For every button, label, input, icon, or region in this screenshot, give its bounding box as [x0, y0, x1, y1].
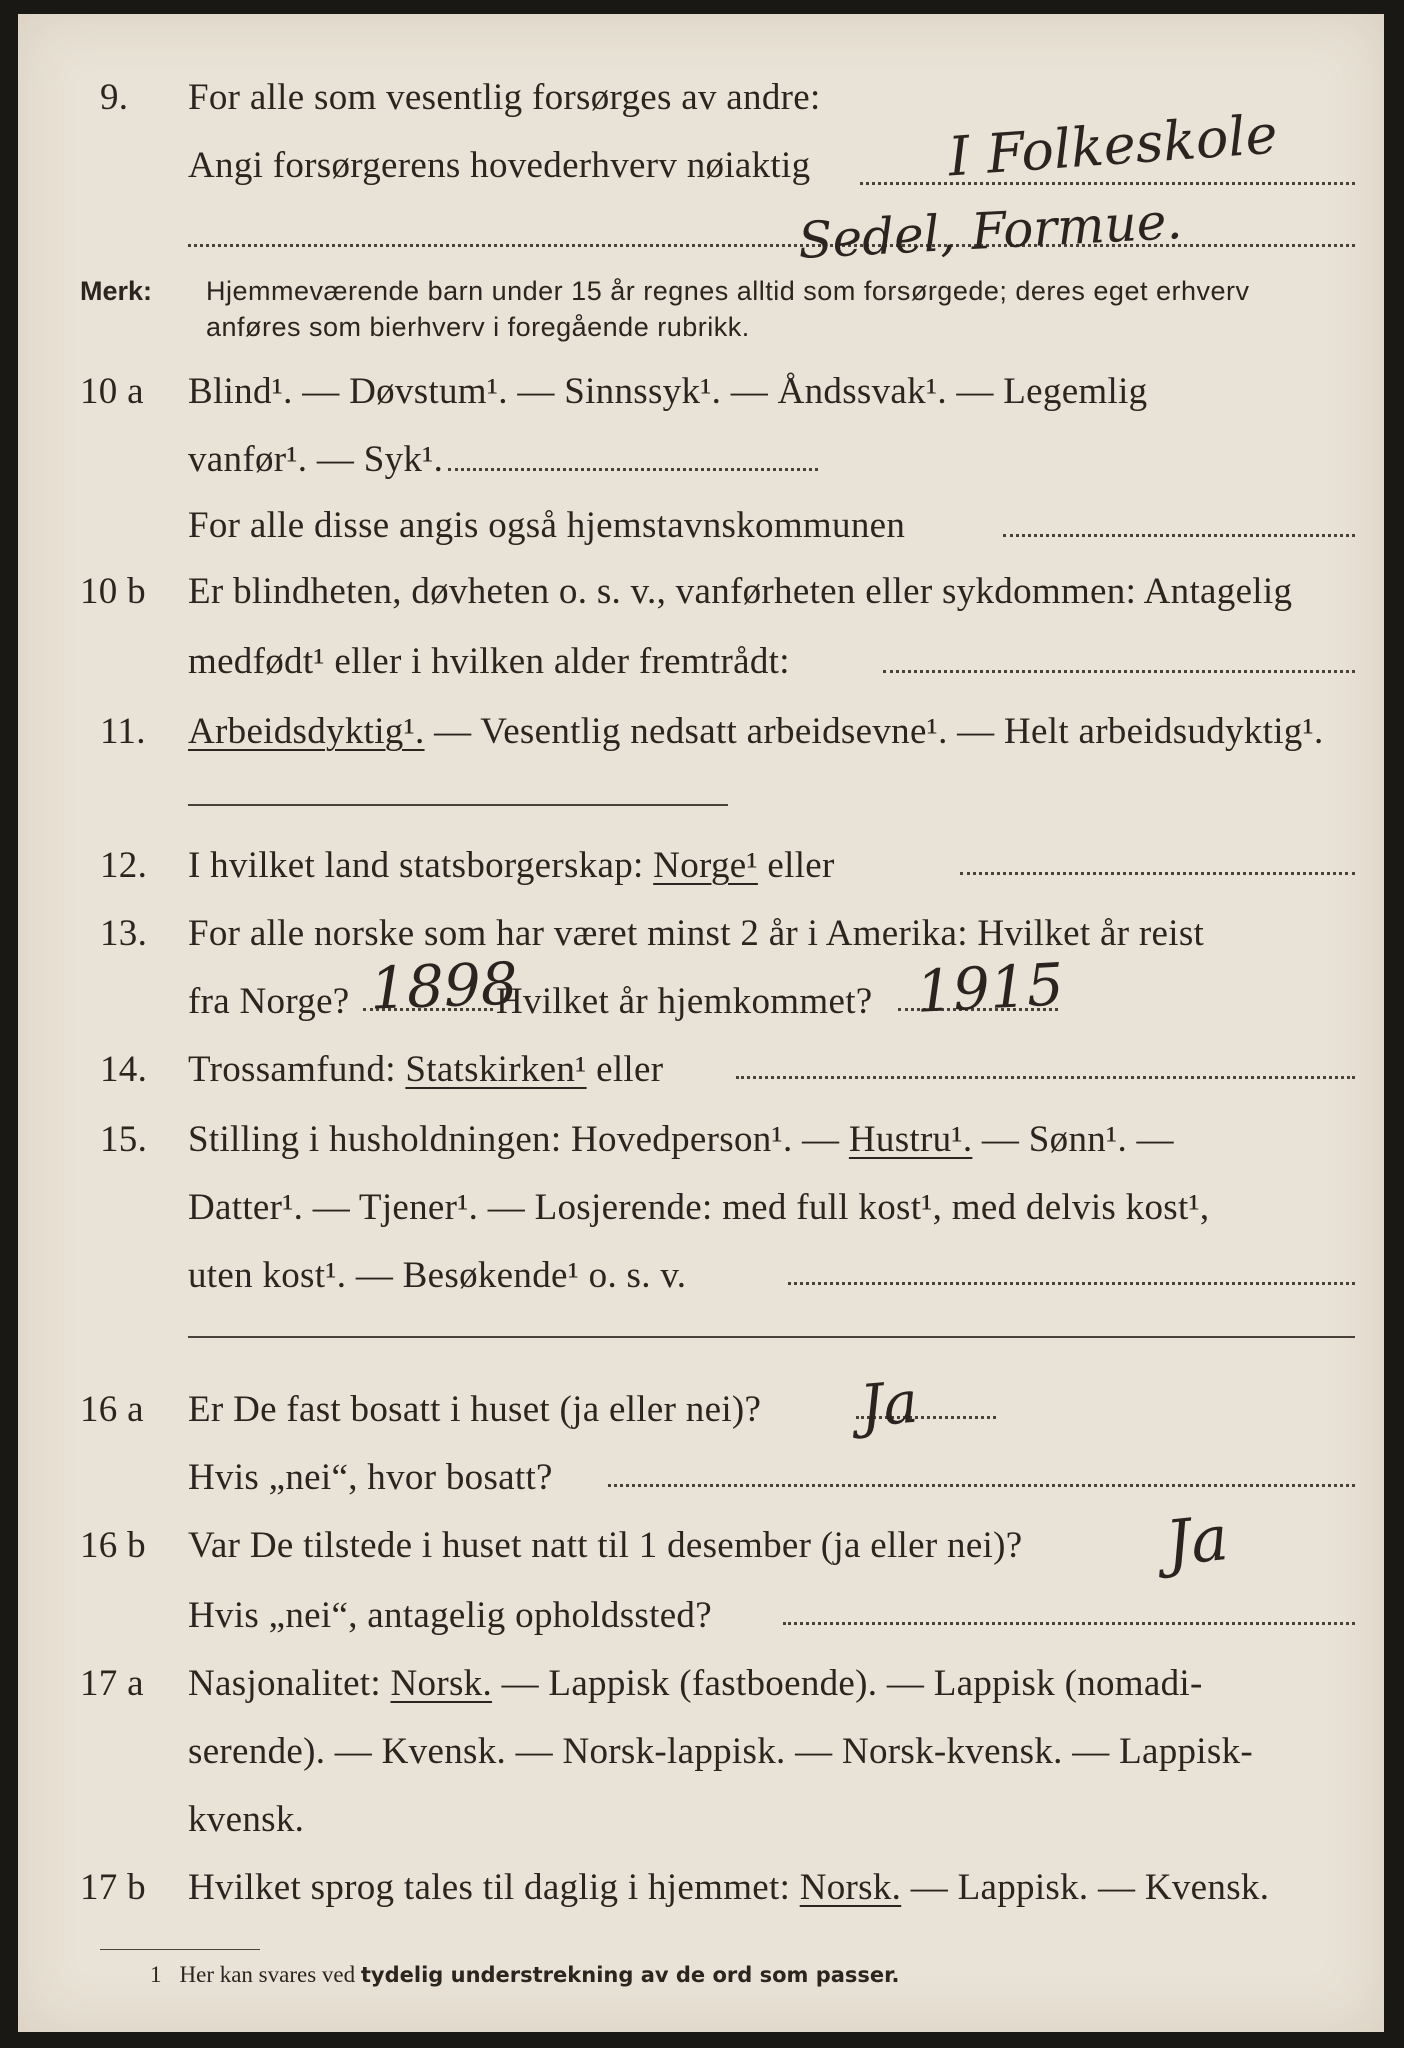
q10a-answer-line — [448, 468, 818, 471]
q14-selected-option[interactable]: Statskirken¹ — [405, 1049, 587, 1090]
q11-number: 11. — [100, 711, 146, 752]
q10a-options: Blind¹. — Døvstum¹. — Sinnssyk¹. — Åndssvak¹. — Legemlig — [188, 371, 1148, 412]
q12-question: I hvilket land statsborgerskap: — [188, 845, 654, 886]
q14-answer-line — [736, 1076, 1355, 1079]
q16b-handwritten-answer[interactable]: Ja — [1162, 1500, 1232, 1581]
q12-text — [188, 844, 835, 887]
q14-eller: eller — [586, 1049, 664, 1090]
q15-selected-option[interactable]: Hustru¹. — [848, 1119, 973, 1160]
q17a-text — [188, 1662, 1203, 1705]
census-form-page — [18, 14, 1384, 2032]
q14-question: Trossamfund: — [188, 1049, 406, 1090]
q13-handwritten-year-return[interactable]: 1915 — [914, 950, 1066, 1026]
q16a-question: Er De fast bosatt i huset (ja eller nei)? — [188, 1389, 762, 1430]
q14-text — [188, 1048, 663, 1091]
q15-text — [188, 1118, 1174, 1161]
q16a-question-2: Hvis „nei“, hvor bosatt? — [188, 1457, 553, 1498]
q13-question: For alle norske som har været minst 2 år i Amerika: Hvilket år reist — [188, 913, 1205, 954]
q13-number: 13. — [100, 913, 148, 954]
q17a-other-options: — Lappisk (fastboende). — Lappisk (nomadi- — [492, 1663, 1203, 1704]
footnote-rule — [100, 1949, 260, 1950]
footnote-text: Her kan svares ved — [179, 1962, 361, 1987]
q15-question: Stilling i husholdningen: Hovedperson¹. — — [188, 1119, 849, 1160]
q10b-number: 10 b — [80, 571, 146, 612]
q17b-question: Hvilket sprog tales til daglig i hjemmet: — [188, 1867, 800, 1908]
q16b-number: 16 b — [80, 1525, 146, 1566]
q11-other-options: — Vesentlig nedsatt arbeidsevne¹. — Helt arbeidsudyktig¹. — [424, 711, 1324, 752]
q12-selected-option[interactable]: Norge¹ — [653, 845, 758, 886]
q16a-handwritten-answer[interactable]: Ja — [857, 1367, 921, 1441]
merk-text-2: anføres som bierhverv i foregående rubrikk. — [206, 312, 750, 342]
q10a-options-2: vanfør¹. — Syk¹. — [188, 439, 444, 480]
q11-selected-option[interactable]: Arbeidsdyktig¹. — [188, 711, 425, 752]
q9-answer-line-1 — [860, 182, 1355, 185]
q16b-question-2: Hvis „nei“, antagelig opholdssted? — [188, 1595, 712, 1636]
q9-number: 9. — [100, 77, 129, 118]
q9-question-2: Angi forsørgerens hovederhverv nøiaktig — [188, 145, 811, 186]
q17b-number: 17 b — [80, 1867, 146, 1908]
q16b-opholdssted-line — [783, 1622, 1355, 1625]
q16b-question: Var De tilstede i huset natt til 1 desember (ja eller nei)? — [188, 1525, 1023, 1566]
q11-options — [188, 710, 1324, 753]
footnote — [150, 1962, 899, 1988]
q17a-options-2: serende). — Kvensk. — Norsk-lappisk. — Norsk-kvensk. — Lappisk- — [188, 1731, 1253, 1772]
q9-handwritten-answer-2[interactable]: Sedel, Formue. — [796, 191, 1184, 271]
q16a-bosatt-line — [608, 1484, 1355, 1487]
q17a-selected-option[interactable]: Norsk. — [390, 1663, 493, 1704]
merk-text-1: Hjemmeværende barn under 15 år regnes alltid som forsørgede; deres eget erhverv — [206, 276, 1250, 306]
q15-answer-line — [788, 1282, 1355, 1285]
merk-label: Merk: — [80, 276, 153, 306]
q17b-selected-option[interactable]: Norsk. — [799, 1867, 902, 1908]
q16a-number: 16 a — [80, 1389, 144, 1430]
q15-other-options: — Sønn¹. — — [972, 1119, 1174, 1160]
q10a-hjemstavn-line — [1003, 534, 1355, 537]
q12-eller: eller — [757, 845, 835, 886]
q17a-number: 17 a — [80, 1663, 144, 1704]
q15-options-2: Datter¹. — Tjener¹. — Losjerende: med full kost¹, med delvis kost¹, — [188, 1187, 1210, 1228]
q10a-number: 10 a — [80, 371, 144, 412]
q10b-answer-line — [883, 670, 1355, 673]
q12-answer-line — [960, 872, 1355, 875]
q10b-question: Er blindheten, døvheten o. s. v., vanførheten eller sykdommen: Antagelig — [188, 571, 1293, 612]
q17b-other-options: — Lappisk. — Kvensk. — [901, 1867, 1270, 1908]
q13-handwritten-year-left[interactable]: 1898 — [368, 949, 519, 1023]
q14-number: 14. — [100, 1049, 148, 1090]
q9-handwritten-answer-1[interactable]: I Folkeskole — [946, 102, 1280, 189]
q15-options-3: uten kost¹. — Besøkende¹ o. s. v. — [188, 1255, 687, 1296]
q15-separator-line — [188, 1336, 1355, 1338]
q13-hjemkommet: Hvilket år hjemkommet? — [496, 981, 873, 1022]
q9-question: For alle som vesentlig forsørges av andre: — [188, 77, 821, 118]
q17a-options-3: kvensk. — [188, 1799, 305, 1840]
q10a-hjemstavn: For alle disse angis også hjemstavnskommunen — [188, 505, 906, 546]
q17b-text — [188, 1866, 1269, 1909]
footnote-mark: 1 — [150, 1962, 162, 1987]
q11-separator-line — [188, 804, 728, 806]
q17a-question: Nasjonalitet: — [188, 1663, 391, 1704]
q13-fra-norge: fra Norge? — [188, 981, 350, 1022]
footnote-bold-text: tydelig understrekning av de ord som passer. — [360, 1963, 900, 1987]
q10b-question-2: medfødt¹ eller i hvilken alder fremtrådt: — [188, 641, 790, 682]
q15-number: 15. — [100, 1119, 148, 1160]
q12-number: 12. — [100, 845, 148, 886]
